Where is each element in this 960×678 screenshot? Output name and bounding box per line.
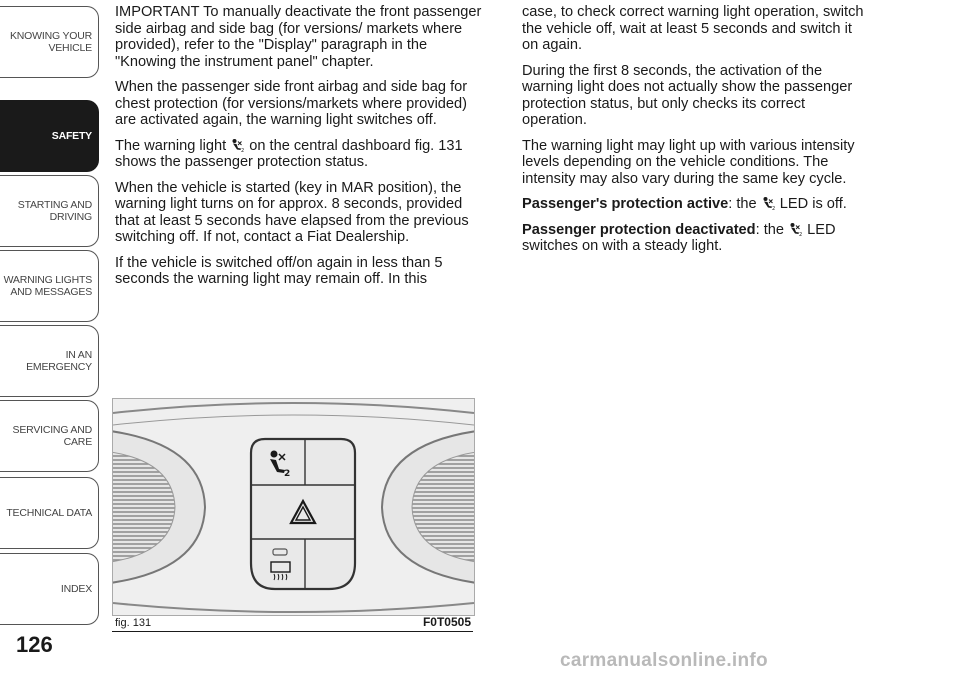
dashboard-illustration bbox=[113, 399, 474, 615]
intensity-paragraph: The warning light may light up with various intensity levels depending on the vehicle conditions. The intensity may also vary during the same key cycle. bbox=[522, 137, 855, 187]
dashboard-figure bbox=[112, 398, 475, 616]
tab-servicing-and-care[interactable]: SERVICING AND CARE bbox=[0, 400, 99, 472]
tab-in-an-emergency[interactable]: IN AN EMERGENCY bbox=[0, 325, 99, 397]
svg-text:2: 2 bbox=[799, 231, 803, 236]
icon-badge: 2 bbox=[284, 469, 291, 479]
tab-technical-data[interactable]: TECHNICAL DATA bbox=[0, 477, 99, 549]
airbag-off-icon bbox=[788, 222, 803, 236]
reactivation-paragraph: When the passenger side front airbag and side bag for chest protection (for versions/markets where provided) are activated again, the warning light switches off. bbox=[115, 79, 468, 128]
tab-index[interactable]: INDEX bbox=[0, 553, 99, 625]
figure-code: F0T0505 bbox=[422, 615, 471, 629]
svg-text:2: 2 bbox=[771, 206, 775, 210]
figure-number: fig. 131 bbox=[115, 617, 152, 629]
protection-active-paragraph: Passenger's protection active: the 2 LED is off. bbox=[522, 196, 847, 212]
first-seconds-paragraph: During the first 8 seconds, the activation of the warning light does not actually show the passenger protection status, but only checks its correct operation. bbox=[522, 62, 853, 128]
right-text-column bbox=[522, 4, 867, 264]
svg-text:2: 2 bbox=[241, 147, 245, 152]
check-paragraph: case, to check correct warning light operation, switch the vehicle off, wait at least 5 seconds and switch it on again. bbox=[522, 4, 864, 53]
tab-safety[interactable]: SAFETY bbox=[0, 100, 99, 172]
page-number: 126 bbox=[16, 632, 53, 657]
important-paragraph: IMPORTANT To manually deactivate the front passenger side airbag and side bag (for versions/ markets where provided), refer to the "Display" paragraph in the "Knowing the instrument panel" chapter. bbox=[115, 4, 482, 70]
airbag-off-icon bbox=[230, 138, 245, 152]
warning-light-paragraph: The warning light 2 on the central dashboard fig. 131 shows the passenger protection status. bbox=[115, 137, 463, 170]
tab-knowing-your-vehicle[interactable]: KNOWING YOUR VEHICLE bbox=[0, 6, 99, 78]
tab-warning-lights[interactable]: WARNING LIGHTS AND MESSAGES bbox=[0, 250, 99, 322]
tab-starting-and-driving[interactable]: STARTING AND DRIVING bbox=[0, 175, 99, 247]
protection-deactivated-paragraph: Passenger protection deactivated: the 2 LED switches on with a steady light. bbox=[522, 221, 836, 254]
caption-rule bbox=[112, 631, 473, 632]
figure-caption bbox=[112, 617, 473, 631]
left-text-column bbox=[115, 4, 485, 297]
startup-paragraph: When the vehicle is started (key in MAR position), the warning light turns on for approx. 8 seconds, provided that at least 5 seconds have elapsed from the previous switching off. If not, contact a Fiat Dealership. bbox=[115, 179, 469, 245]
restart-paragraph: If the vehicle is switched off/on again in less than 5 seconds the warning light may remain off. In this bbox=[115, 254, 443, 287]
airbag-off-icon bbox=[761, 196, 776, 210]
watermark: carmanualsonline.info bbox=[560, 650, 768, 671]
